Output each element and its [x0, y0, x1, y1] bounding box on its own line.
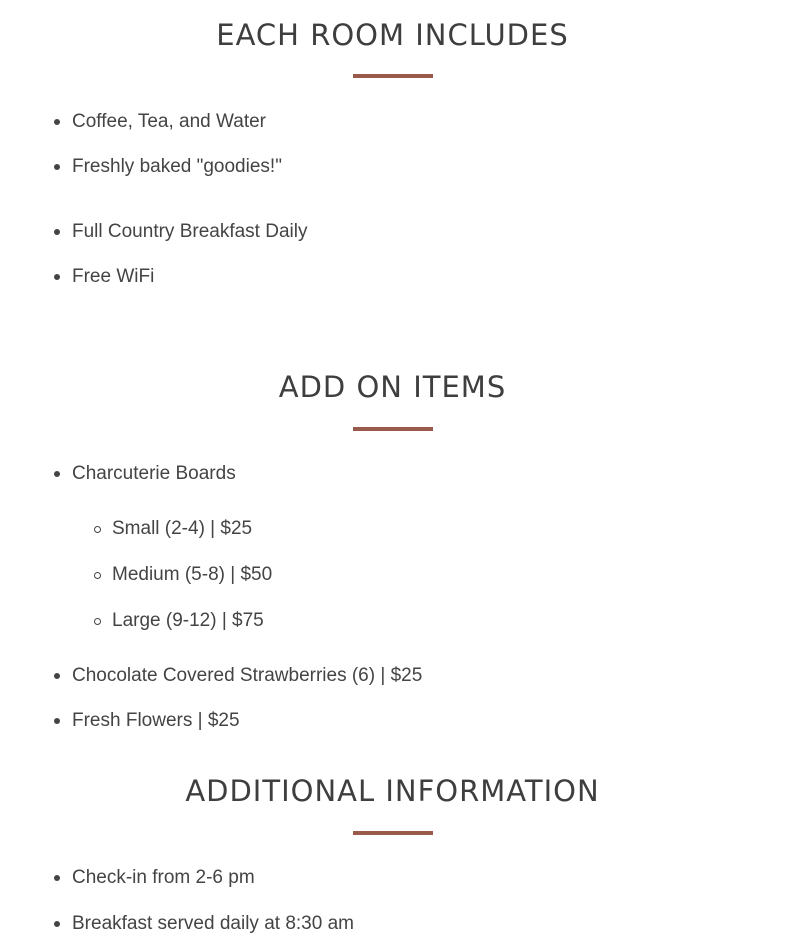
list-item: Breakfast served daily at 8:30 am	[72, 913, 354, 934]
section-title-room-includes: EACH ROOM INCLUDES	[216, 18, 569, 52]
sub-list-item: Large (9-12) | $75	[112, 610, 264, 631]
list-item: Coffee, Tea, and Water	[72, 111, 266, 132]
list-item: Check-in from 2-6 pm	[72, 867, 255, 888]
section-title-additional-information: ADDITIONAL INFORMATION	[185, 774, 600, 808]
list-item: Free WiFi	[72, 266, 155, 287]
list-item: Freshly baked "goodies!"	[72, 156, 282, 177]
sub-list-item: Medium (5-8) | $50	[112, 564, 273, 585]
list-item: Charcuterie Boards	[72, 463, 236, 484]
sub-list-item: Small (2-4) | $25	[112, 518, 253, 539]
section-divider	[353, 831, 433, 835]
section-title-add-on-items: ADD ON ITEMS	[278, 370, 507, 404]
section-divider	[353, 74, 433, 78]
list-item: Full Country Breakfast Daily	[72, 221, 308, 242]
section-divider	[353, 427, 433, 431]
list-item: Fresh Flowers | $25	[72, 710, 240, 731]
list-item: Chocolate Covered Strawberries (6) | $25	[72, 665, 423, 686]
